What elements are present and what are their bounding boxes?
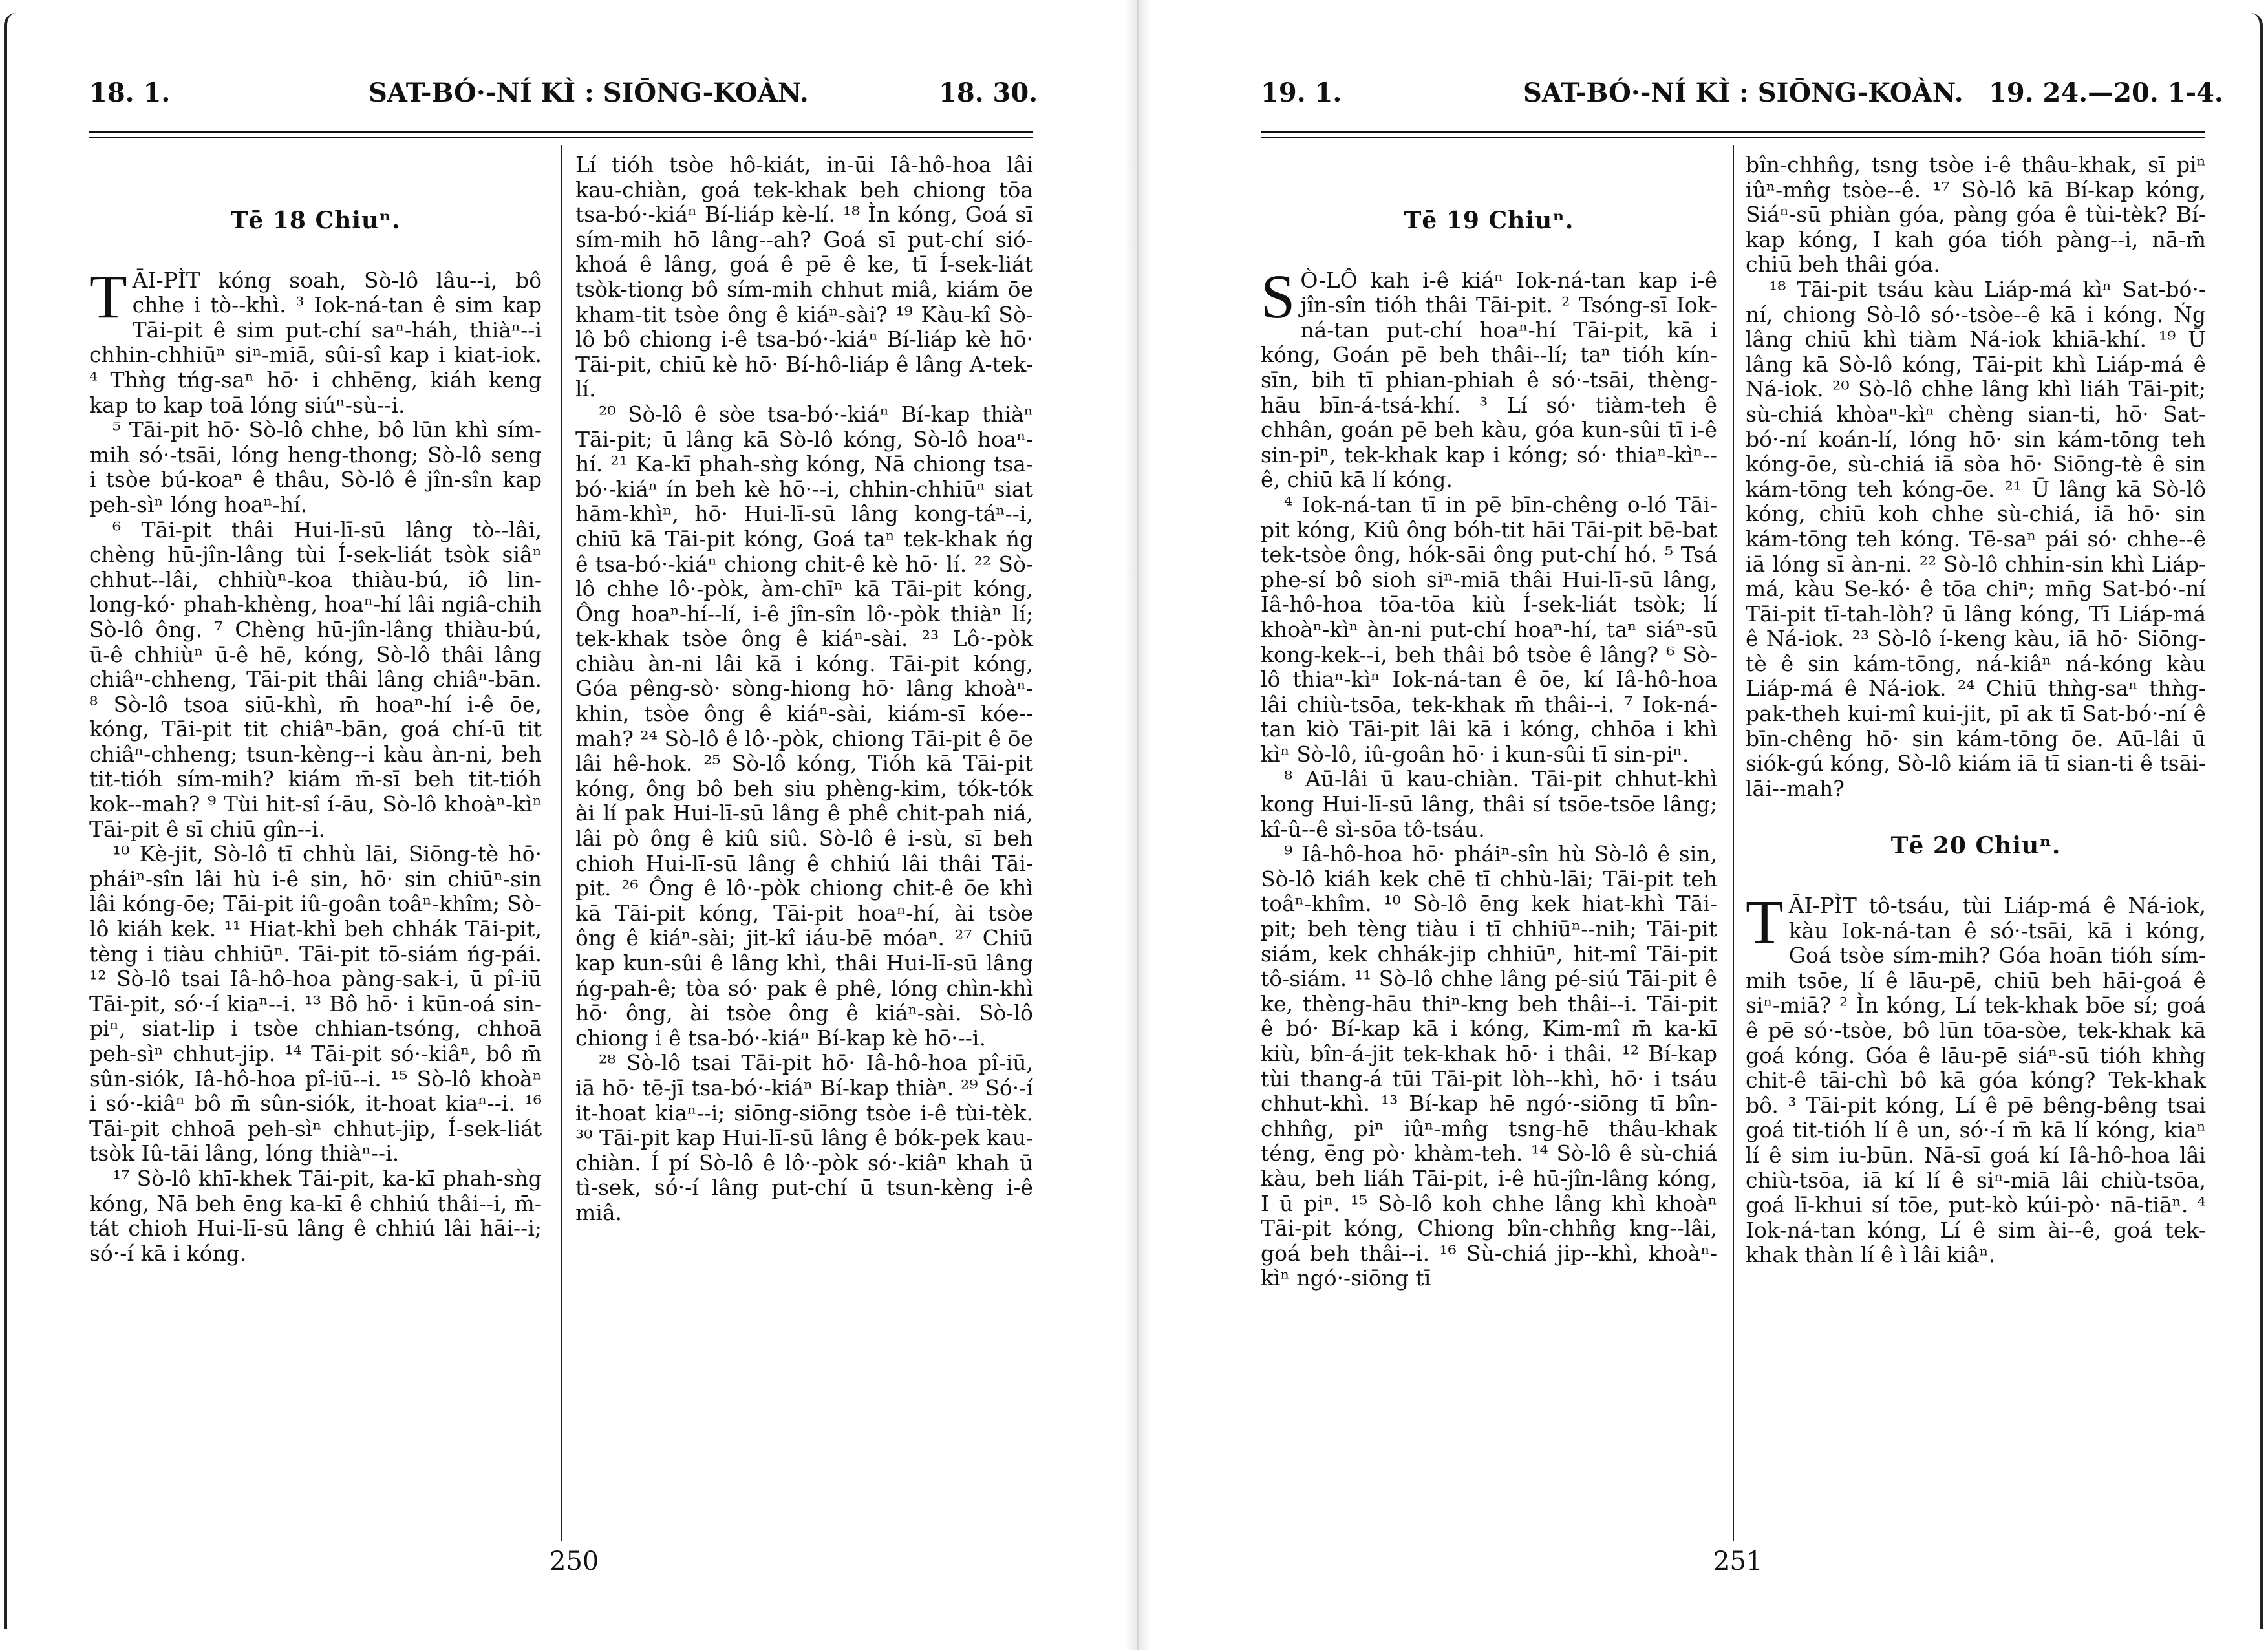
verse-paragraph	[1261, 842, 1717, 1291]
text-column-2	[1746, 153, 2206, 1268]
verse-text: ¹⁰ Kè-jit, Sò-lô tī chhù lāi, Siōng-tè hō· pháiⁿ-sîn lâi hù i-ê sin, hō· sin chiūⁿ-sin lâi kóng-ōe; Tāi-pit iû-goân toâⁿ-khîm; Sò-lô kiáh kek. ¹¹ Hiat-khì beh chhák Tāi-pit, tèng i tiàu chhiūⁿ. Tāi-pit tō-siám ńg-pái. ¹² Sò-lô tsai Iâ-hô-hoa pàng-sak-i, ū pî-iū Tāi-pit, só·-í kiaⁿ--i. ¹³ Bô hō· i kūn-oá sin-piⁿ, siat-lip i tsòe chhian-tsóng, chhoā peh-sìⁿ chhut-jip. ¹⁴ Tāi-pit só·-kiâⁿ, bô m̄ sûn-siók, Iâ-hô-hoa pî-iū--i. ¹⁵ Sò-lô khoàⁿ i só·-kiâⁿ bô m̄ sûn-siók, it-hoat kiaⁿ--i. ¹⁶ Tāi-pit chhoā peh-sìⁿ chhut-jip, Í-sek-liát tsòk Iû-tāi lâng, lóng thiàⁿ--i.	[89, 841, 542, 1166]
drop-cap: T	[89, 261, 127, 331]
header-ref-right: 18. 30.	[939, 78, 1038, 108]
drop-cap: S	[1261, 261, 1296, 331]
text-column-1	[1261, 153, 1717, 1291]
verse-paragraph	[1261, 493, 1717, 767]
book-spine	[1125, 0, 1151, 1650]
left-page	[0, 0, 1125, 1650]
verse-text: ⁹ Iâ-hô-hoa hō· pháiⁿ-sîn hù Sò-lô ê sin, Sò-lô kiáh kek chē tī chhù-lāi; Tāi-pit teh toâⁿ-khîm. ¹⁰ Sò-lô ēng kek hiat-khì Tāi-pit; beh tèng tiàu i tī chhiūⁿ--nih; Tāi-pit siám, kek chhák-jip chhiūⁿ, hit-mî Tāi-pit tô-siám. ¹¹ Sò-lô chhe lâng pé-siú Tāi-pit ê ke, thèng-hāu thiⁿ-kng beh thâi--i. Tāi-pit ê bó· Bí-kap kā i kóng, Kim-mî m̄ ka-kī kiù, bîn-á-jit tek-khak hō· i thâi. ¹² Bí-kap tùi thang-á tūi Tāi-pit lòh--khì, hō· i tsáu chhut-khì. ¹³ Bí-kap hē ngó·-siōng tī bîn-chhn̂g, piⁿ iûⁿ-mn̂g tsng-hē thâu-khak téng, ēng pò· khàm-teh. ¹⁴ Sò-lô ê sù-chiá kàu, beh liáh Tāi-pit, i-ê hū-jîn-lâng kóng, I ū piⁿ. ¹⁵ Sò-lô koh chhe lâng khì khoàⁿ Tāi-pit kóng, Chiong bîn-chhn̂g kng--lâi, goá beh thâi--i. ¹⁶ Sù-chiá jip--khì, khoàⁿ-kìⁿ ngó·-siōng tī	[1261, 841, 1717, 1291]
page-number: 250	[550, 1547, 599, 1576]
verse-text: ¹⁸ Tāi-pit tsáu kàu Liáp-má kìⁿ Sat-bó·-ní, chiong Sò-lô só·-tsòe--ê kā i kóng. Ńg lâng chiū khì tiàm Ná-iok khiā-khí. ¹⁹ Ū lâng kā Sò-lô kóng, Tāi-pit khì Liáp-má ê Ná-iok. ²⁰ Sò-lô chhe lâng khì liáh Tāi-pit; sù-chiá khòaⁿ-kìⁿ chèng sian-ti, hō· Sat-bó·-ní koán-lí, lóng hō· sin kám-tōng teh kóng-ōe, sù-chiá iā sòa hō· Siōng-tè ê sin kám-tōng teh kóng-ōe. ²¹ Ū lâng kā Sò-lô kóng, chiū koh chhe sù-chiá, iā hō· sin kám-tōng teh kóng. Tē-saⁿ pái só· chhe--ê iā lóng sī àn-ni. ²² Sò-lô chhin-sin khì Liáp-má, kàu Se-kó· ê tōa chiⁿ; mn̄g Sat-bó·-ní Tāi-pit tī-tah-lòh? ū lâng kóng, Tī Liáp-má ê Ná-iok. ²³ Sò-lô í-keng kàu, iā hō· Siōng-tè ê sin kám-tōng, ná-kiâⁿ ná-kóng kàu Liáp-má ê Ná-iok. ²⁴ Chiū thǹg-saⁿ thǹg-pak-theh kui-mî kui-jit, pī ak tī Sat-bó·-ní ê bīn-chêng hō· sin kám-tōng ōe. Aū-lâi ū siók-gú kóng, Sò-lô kiám iā tī sian-ti ê tsāi-lāi--mah?	[1746, 276, 2206, 801]
header-title: SAT-BÓ·-NÍ KÌ : SIŌNG-KOÀN.	[369, 78, 809, 108]
verse-text: ĀI-PÌT tô-tsáu, tùi Liáp-má ê Ná-iok, kàu Iok-ná-tan ê só·-tsāi, kā i kóng, Goá tsòe sím-mih? Góa hoān tióh sím-mih tsōe, lí ê lāu-pē, chiū beh hāi-goá ê siⁿ-miā? ² Ìn kóng, Lí tek-khak bōe sí; goá ê pē só·-tsòe, bô lūn tōa-sòe, tek-khak kā goá kóng. Góa ê lāu-pē siáⁿ-sū tióh khǹg chit-ê tāi-chì bô kā góa kóng? Tek-khak bô. ³ Tāi-pit kóng, Lí ê pē bêng-bêng tsai goá tit-tióh lí ê un, só·-í m̄ kā lí kóng, kiaⁿ lí ê sim iu-būn. Nā-sī goá kí Iâ-hô-hoa lâi chiù-tsōa, iā kí lí ê siⁿ-miā lâi chiù-tsōa, goá lī-khui sí tōe, put-kò kúi-pò· nā-tiāⁿ. ⁴ Iok-ná-tan kóng, Lí ê sim ài--ê, goá tek-khak thàn lí ê ì lâi kiâⁿ.	[1746, 893, 2206, 1268]
verse-paragraph	[575, 402, 1033, 1051]
header-ref-left: 18. 1.	[89, 78, 171, 108]
header-rule	[1261, 131, 2205, 133]
page-edge	[4, 13, 16, 1629]
verse-paragraph	[89, 1166, 542, 1266]
text-column-2	[575, 153, 1033, 1226]
chapter-heading: Tē 19 Chiuⁿ.	[1404, 207, 1574, 234]
verse-paragraph	[89, 842, 542, 1166]
verse-text: ⁸ Aū-lâi ū kau-chiàn. Tāi-pit chhut-khì kong Hui-lī-sū lâng, thâi sí tsōe-tsōe lâng; kî-û--ê sì-sōa tô-tsáu.	[1261, 766, 1717, 842]
page-edge	[2251, 13, 2263, 1629]
text-column-1	[89, 153, 542, 1266]
header-ref-left: 19. 1.	[1261, 78, 1342, 108]
header-title: SAT-BÓ·-NÍ KÌ : SIŌNG-KOÀN.	[1523, 78, 1963, 108]
verse-text: bîn-chhn̂g, tsng tsòe i-ê thâu-khak, sī piⁿ iûⁿ-mn̂g tsòe--ê. ¹⁷ Sò-lô kā Bí-kap kóng, Siáⁿ-sū phiàn góa, pàng góa ê tùi-tèk? Bí-kap kóng, I kah góa tióh pàng--i, nā-m̄ chiū beh thâi góa.	[1746, 152, 2206, 277]
verse-paragraph	[89, 518, 542, 842]
page-number: 251	[1713, 1547, 1763, 1576]
verse-text: ⁴ Iok-ná-tan tī in pē bīn-chêng o-ló Tāi-pit kóng, Kiû ông bóh-tit hāi Tāi-pit bē-bat tek-tsòe ông, hók-sāi ông put-chí hó. ⁵ Tsá phe-sí bô sioh siⁿ-miā thâi Hui-lī-sū lâng, Iâ-hô-hoa tōa-tōa kiù Í-sek-liát tsòk; lí khoàⁿ-kìⁿ àn-ni put-chí hoaⁿ-hí, taⁿ siáⁿ-sū kong-kek--i, beh thâi bô tsòe ê lâng? ⁶ Sò-lô thiaⁿ-kìⁿ Iok-ná-tan ê ōe, kí Iâ-hô-hoa lâi chiù-tsōa, tek-khak m̄ thâi--i. ⁷ Iok-ná-tan kiò Tāi-pit lâi kā i kóng, chhōa i khì kìⁿ Sò-lô, iû-goân hō· i kun-sûi tī sin-piⁿ.	[1261, 491, 1717, 767]
header-rule	[89, 137, 1033, 138]
verse-text: ¹⁷ Sò-lô khī-khek Tāi-pit, ka-kī phah-sǹg kóng, Nā beh ēng ka-kī ê chhiú thâi--i, m̄-tát chioh Hui-lī-sū lâng ê chhiú lâi hāi--i; só·-í kā i kóng.	[89, 1165, 542, 1266]
header-rule	[89, 131, 1033, 133]
verse-text: Ò-LÔ kah i-ê kiáⁿ Iok-ná-tan kap i-ê jîn-sîn tióh thâi Tāi-pit. ² Tsóng-sī Iok-ná-tan put-chí hoaⁿ-hí Tāi-pit, kā i kóng, Goán pē beh thâi--lí; taⁿ tióh kín-sīn, bih tī phian-phiah ê só·-tsāi, thèng-hāu bīn-á-tsá-khí. ³ Lí só· tiàm-teh ê chhân, goán pē beh kàu, góa kun-sûi tī i-ê sin-piⁿ, tek-khak kap i kóng; só· thiaⁿ-kìⁿ--ê, chiū kā lí kóng.	[1261, 267, 1717, 493]
verse-text: ²⁸ Sò-lô tsai Tāi-pit hō· Iâ-hô-hoa pî-iū, iā hō· tē-jī tsa-bó·-kiáⁿ Bí-kap thiàⁿ. ²⁹ Só·-í it-hoat kiaⁿ--i; siōng-siōng tsòe i-ê tùi-tèk. ³⁰ Tāi-pit kap Hui-lī-sū lâng ê bók-pek kau-chiàn. Í pí Sò-lô ê lô·-pòk só·-kiâⁿ khah ū tì-sek, só·-í lâng put-chí ū tsun-kèng i-ê miâ.	[575, 1050, 1033, 1225]
verse-paragraph	[575, 153, 1033, 402]
verse-paragraph	[1746, 887, 2206, 1268]
running-header	[45, 78, 1054, 123]
verse-paragraph	[1261, 767, 1717, 842]
verse-paragraph	[89, 418, 542, 517]
header-ref-right: 19. 24.—20. 1-4.	[1989, 78, 2223, 108]
drop-cap: T	[1746, 887, 1784, 957]
column-divider	[1733, 145, 1734, 1541]
verse-paragraph	[1261, 261, 1717, 493]
verse-text: ⁶ Tāi-pit thâi Hui-lī-sū lâng tò--lâi, chèng hū-jîn-lâng tùi Í-sek-liát tsòk siâⁿ chhut--lâi, chhiùⁿ-koa thiàu-bú, iô lin-long-kó· phah-khèng, hoaⁿ-hí lâi ngiâ-chih Sò-lô ông. ⁷ Chèng hū-jîn-lâng thiàu-bú, ū-ê chhiùⁿ ū-ê hē, kóng, Sò-lô thâi lâng chiâⁿ-chheng, Tāi-pit thâi lâng chiâⁿ-bān. ⁸ Sò-lô tsoa siū-khì, m̄ hoaⁿ-hí i-ê ōe, kóng, Tāi-pit tit chiâⁿ-bān, goá chí-ū tit chiâⁿ-chheng; tsun-kèng--i kàu àn-ni, beh tit-tióh sím-mih? kiám m̄-sī beh tit-tióh kok--mah? ⁹ Tùi hit-sî í-āu, Sò-lô khoàⁿ-kìⁿ Tāi-pit ê sī chiū gîn--i.	[89, 517, 542, 842]
header-rule	[1261, 137, 2205, 138]
chapter-heading: Tē 18 Chiuⁿ.	[230, 207, 401, 234]
verse-paragraph	[575, 1051, 1033, 1225]
verse-text: Lí tióh tsòe hô-kiát, in-ūi Iâ-hô-hoa lâi kau-chiàn, goá tek-khak beh chiong tōa tsa-bó·-kiáⁿ Bí-liáp kè-lí. ¹⁸ Ìn kóng, Goá sī sím-mih hō lâng--ah? Goá sī put-chí sió-khoá ê lâng, goá ê pē ê ke, tī Í-sek-liát tsòk-tiong bô sím-mih chhut miâ, kiám ōe kham-tit tsòe ông ê kiáⁿ-sài? ¹⁹ Kàu-kî Sò-lô bô chiong i-ê tsa-bó·-kiáⁿ Bí-liáp kè hō· Tāi-pit, chiū kè hō· Bí-hô-liáp ê lâng A-tek-lí.	[575, 152, 1033, 402]
running-header	[1151, 78, 2268, 123]
verse-paragraph	[1746, 277, 2206, 801]
column-divider	[561, 145, 562, 1541]
right-page	[1151, 0, 2268, 1650]
verse-text: ⁵ Tāi-pit hō· Sò-lô chhe, bô lūn khì sím-mih só·-tsāi, lóng heng-thong; Sò-lô seng i tsòe bú-koaⁿ ê thâu, Sò-lô ê jîn-sîn kap peh-sìⁿ lóng hoaⁿ-hí.	[89, 417, 542, 517]
verse-paragraph	[89, 261, 542, 418]
verse-paragraph	[1746, 153, 2206, 277]
chapter-heading: Tē 20 Chiuⁿ.	[1890, 832, 2061, 860]
verse-text: ²⁰ Sò-lô ê sòe tsa-bó·-kiáⁿ Bí-kap thiàⁿ Tāi-pit; ū lâng kā Sò-lô kóng, Sò-lô hoaⁿ-hí. ²¹ Ka-kī phah-sǹg kóng, Nā chiong tsa-bó·-kiáⁿ ín beh kè hō·--i, chhin-chhiūⁿ siat hām-khìⁿ, hō· Hui-lī-sū lâng kong-táⁿ--i, chiū kā Tāi-pit kóng, Goá taⁿ tek-khak ńg ê tsa-bó·-kiáⁿ chiong chit-ê kè hō· lí. ²² Sò-lô chhe lô·-pòk, àm-chīⁿ kā Tāi-pit kóng, Ông hoaⁿ-hí--lí, i-ê jîn-sîn lô·-pòk thiàⁿ lí; tek-khak tsòe ông ê kiáⁿ-sài. ²³ Lô·-pòk chiàu àn-ni lâi kā i kóng. Tāi-pit kóng, Góa pêng-sò· sòng-hiong hō· lâng khoàⁿ-khin, tsòe ông ê kiáⁿ-sài, kiám-sī kóe--mah? ²⁴ Sò-lô ê lô·-pòk, chiong Tāi-pit ê ōe lâi hê-hok. ²⁵ Sò-lô kóng, Tióh kā Tāi-pit kóng, ông bô beh siu phèng-kim, tók-tók ài lí pak Hui-lī-sū lâng ê phê chit-pah niá, lâi pò ông ê kiû siû. Sò-lô ê i-sù, sī beh chioh Hui-lī-sū lâng ê chhiú lâi thâi Tāi-pit. ²⁶ Ông ê lô·-pòk chiong chit-ê ōe khì kā Tāi-pit kóng, Tāi-pit hoaⁿ-hí, ài tsòe ông ê kiáⁿ-sài; jit-kî iáu-bē móaⁿ. ²⁷ Chiū kap kun-sûi ê lâng khì, thâi Hui-lī-sū lâng ńg-pah-ê; tòa só· pak ê phê, lóng chìn-khì hō· ông, ài tsòe ông ê kiáⁿ-sài. Sò-lô chiong i ê tsa-bó·-kiáⁿ Bí-kap kè hō·--i.	[575, 401, 1033, 1051]
verse-text: ĀI-PÌT kóng soah, Sò-lô lâu--i, bô chhe i tò--khì. ³ Iok-ná-tan ê sim kap Tāi-pit ê sim put-chí saⁿ-háh, thiàⁿ--i chhin-chhiūⁿ siⁿ-miā, sûi-sî kap i kiat-iok. ⁴ Thǹg tńg-saⁿ hō· i chhēng, kiáh keng kap to kap toā lóng siúⁿ-sù--i.	[89, 267, 542, 418]
